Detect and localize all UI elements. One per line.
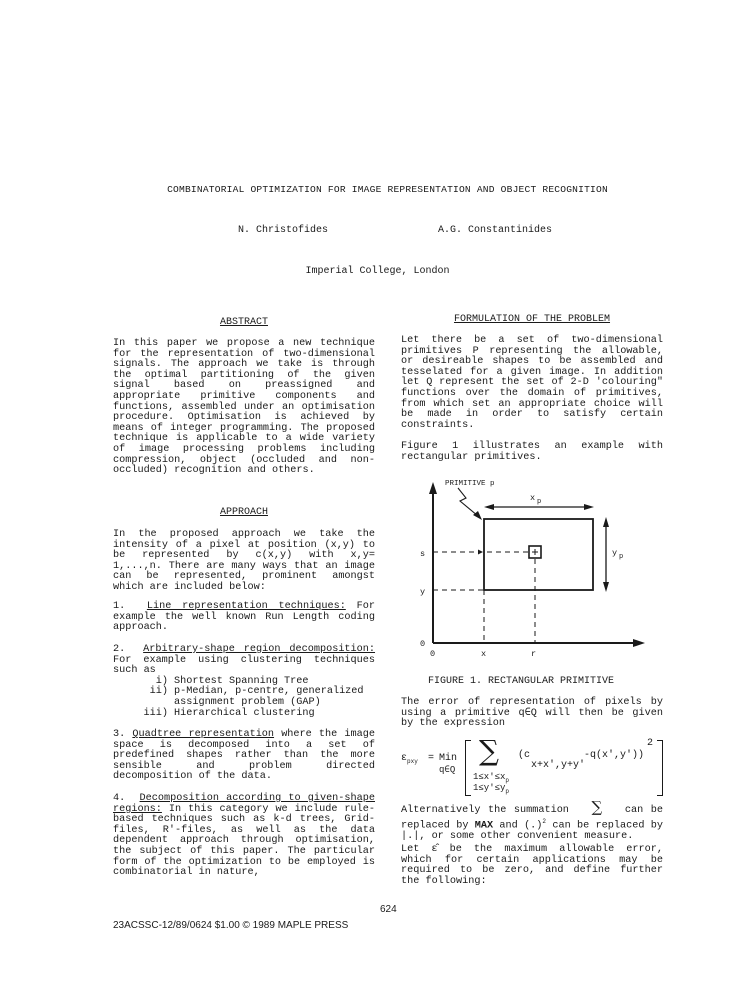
svg-text:r: r <box>531 649 537 659</box>
subitem-2: ii) p-Median, p-centre, generalized assignment problem (GAP) <box>149 686 364 708</box>
item-text: In this category we include rule-based techniques such as k-d trees, Grid-files, R'-files, as well as the data dependent approach through optimisation, the subject of this paper. The particular form of the optimization to be employed is combinatorial in nature, <box>113 803 375 879</box>
svg-text:0: 0 <box>430 649 436 659</box>
approach-item-3 <box>113 730 375 783</box>
formulation-heading: FORMULATION OF THE PROBLEM <box>453 314 611 325</box>
item-title: Decomposition according to given-shape regions: <box>113 793 375 815</box>
item-number: 4. <box>113 793 126 804</box>
subitem-3: iii) Hierarchical clustering <box>143 707 315 719</box>
eq-lhs: $\varepsilon_{pxy}$ <box>401 753 418 765</box>
sigma-icon: ∑ <box>591 798 603 816</box>
svg-text:s: s <box>420 549 426 559</box>
primitive-rectangle <box>484 519 593 590</box>
approach-intro <box>113 530 375 594</box>
svg-text:0: 0 <box>420 639 426 649</box>
author-2: A.G. Constantinides <box>438 225 553 236</box>
item-number: 1. <box>113 601 126 612</box>
svg-text:p: p <box>619 553 624 561</box>
approach-item-2 <box>113 645 375 719</box>
error-equation: $\varepsilon_{pxy}$ = Min q∈Q ∑ $1\le x'\le x_p$ $1\le y'\le y_p$ (c x+x',y+y' -q(x',y')) 2 <box>401 738 666 796</box>
approach-item-1 <box>113 602 375 634</box>
item-title: Line representation techniques: <box>146 601 346 612</box>
formulation-para-3: The error of representation of pixels by using a primitive q∈Q will then be given by the expression <box>401 697 663 730</box>
paper-title: COMBINATORIAL OPTIMIZATION FOR IMAGE REPRESENTATION AND OBJECT RECOGNITION <box>167 184 608 195</box>
approach-intro-text: In the proposed approach we take the intensity of a pixel at position (x,y) to be represented by c(x,y) with x,y= 1,...,n. There are many ways that an image can be represented, prominent amongst which are included below: <box>113 529 375 593</box>
item-number: 3. <box>113 729 126 740</box>
formulation-para-1: Let there be a set of two-dimensional primitives P representing the allowable, or desireable shapes to be assembled and tesselated for a given image. In addition let Q represent the set of 2-D 'colouring" functions over the domain of primitives, from which set an appropriate choice will be made in order to satisfy certain constraints. <box>401 335 663 431</box>
abstract-body <box>113 339 375 477</box>
sigma-icon: ∑ <box>479 734 499 767</box>
svg-text:y: y <box>420 587 426 597</box>
subitem-1: i) Shortest Spanning Tree <box>155 675 309 687</box>
svg-text:x: x <box>481 649 487 659</box>
item-text: For example the well known Run Length coding approach. <box>113 601 375 634</box>
formulation-para-2: Figure 1 illustrates an example with rectangular primitives. <box>401 441 663 463</box>
x-axis-arrow-icon <box>633 639 645 647</box>
abstract-heading: ABSTRACT <box>219 317 268 328</box>
formulation-para-4: Alternatively the summation ∑ can be replaced by MAX and (.)$^2$ can be replaced by |.|, or some other convenient measure. <box>401 798 663 842</box>
copyright-line: 23ACSSC-12/89/0624 $1.00 © 1989 MAPLE PRESS <box>113 920 349 931</box>
approach-heading: APPROACH <box>219 507 268 518</box>
svg-text:p: p <box>537 498 542 506</box>
epsilon-hat: ε̂ <box>431 844 438 855</box>
item-title: Quadtree representation <box>132 729 275 740</box>
right-bracket <box>657 740 663 796</box>
formulation-para-5: Let ε̂ be the maximum allowable error, which for certain applications may be required to be zero, and define further the following: <box>401 844 663 887</box>
author-1: N. Christofides <box>238 225 329 236</box>
affiliation: Imperial College, London <box>305 266 450 277</box>
item-text: For example using clustering techniques such as <box>113 654 375 677</box>
item-number: 2. <box>113 644 126 655</box>
left-bracket <box>465 740 471 796</box>
figure-rectangular-primitive <box>400 470 670 660</box>
label-primitive: PRIMITIVE p <box>445 480 495 488</box>
figure-caption: FIGURE 1. RECTANGULAR PRIMITIVE <box>428 676 615 687</box>
abstract-text: In this paper we propose a new technique for the representation of two-dimensional signals. The approach we take is through the optimal partitioning of the given signal based on preassigned and appropriate primitive components and functions, assembled under an optimisation procedure. Optimisation is achieved by means of integer programming. The proposed technique is applicable to a wide variety of image processing problems including compression, object (occluded and non-occluded) recognition and others. <box>113 338 375 477</box>
svg-text:x: x <box>530 493 536 503</box>
item-text: where the image space is decomposed into a set of predefined shapes rather than the more sensible and problem directed decomposition of the data. <box>113 729 375 783</box>
page-number: 624 <box>380 904 397 915</box>
item-title: Arbitrary-shape region decomposition: <box>143 644 376 655</box>
approach-item-4 <box>113 794 375 879</box>
y-axis-arrow-icon <box>429 482 437 494</box>
svg-text:y: y <box>612 548 618 558</box>
